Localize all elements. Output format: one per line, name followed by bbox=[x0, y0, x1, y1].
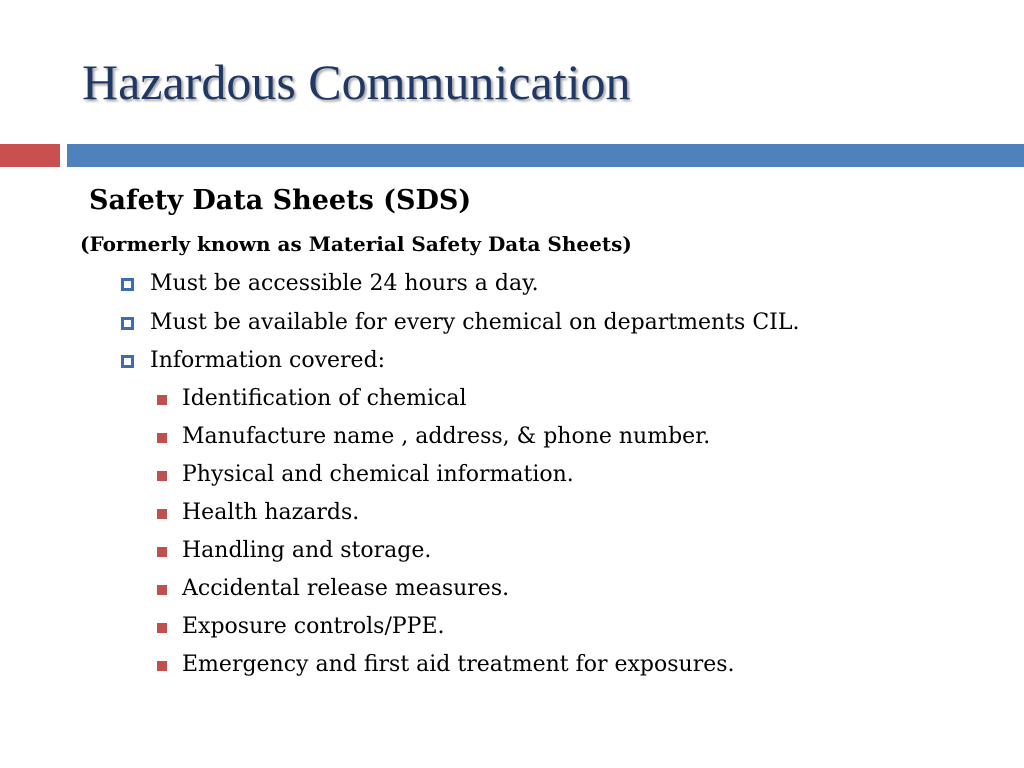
bullet-item bbox=[121, 265, 799, 304]
slide-title: Hazardous Communication bbox=[82, 54, 631, 110]
sub-bullet-text: Health hazards. bbox=[182, 500, 360, 525]
hollow-square-bullet-icon bbox=[121, 317, 134, 330]
section-heading: Safety Data Sheets (SDS) bbox=[89, 185, 472, 216]
accent-bar-red bbox=[0, 144, 60, 167]
sub-bullet-list bbox=[157, 380, 735, 684]
sub-bullet-item bbox=[157, 494, 735, 532]
bullet-item bbox=[121, 304, 799, 343]
filled-square-bullet-icon bbox=[157, 661, 167, 671]
sub-bullet-text: Handling and storage. bbox=[182, 538, 432, 563]
filled-square-bullet-icon bbox=[157, 471, 167, 481]
sub-bullet-item bbox=[157, 418, 735, 456]
bullet-text: Information covered: bbox=[150, 348, 386, 373]
bullet-text: Must be accessible 24 hours a day. bbox=[150, 271, 539, 296]
filled-square-bullet-icon bbox=[157, 623, 167, 633]
sub-bullet-text: Accidental release measures. bbox=[182, 576, 510, 601]
bullet-item bbox=[121, 342, 799, 381]
sub-bullet-item bbox=[157, 380, 735, 418]
sub-bullet-text: Manufacture name , address, & phone number. bbox=[182, 424, 711, 449]
sub-bullet-item bbox=[157, 646, 735, 684]
sub-bullet-item bbox=[157, 532, 735, 570]
filled-square-bullet-icon bbox=[157, 433, 167, 443]
filled-square-bullet-icon bbox=[157, 395, 167, 405]
accent-bar-blue bbox=[67, 144, 1024, 167]
sub-bullet-text: Emergency and first aid treatment for exposures. bbox=[182, 652, 735, 677]
bullet-text: Must be available for every chemical on departments CIL. bbox=[150, 309, 800, 335]
sub-bullet-item bbox=[157, 608, 735, 646]
filled-square-bullet-icon bbox=[157, 509, 167, 519]
sub-bullet-text: Identification of chemical bbox=[182, 386, 467, 411]
section-subheading: (Formerly known as Material Safety Data Sheets) bbox=[80, 232, 632, 256]
sub-bullet-item bbox=[157, 570, 735, 608]
bullet-list bbox=[121, 265, 799, 381]
filled-square-bullet-icon bbox=[157, 585, 167, 595]
hollow-square-bullet-icon bbox=[121, 278, 134, 291]
sub-bullet-text: Physical and chemical information. bbox=[182, 462, 574, 487]
sub-bullet-item bbox=[157, 456, 735, 494]
sub-bullet-text: Exposure controls/PPE. bbox=[182, 614, 445, 639]
hollow-square-bullet-icon bbox=[121, 355, 134, 368]
filled-square-bullet-icon bbox=[157, 547, 167, 557]
